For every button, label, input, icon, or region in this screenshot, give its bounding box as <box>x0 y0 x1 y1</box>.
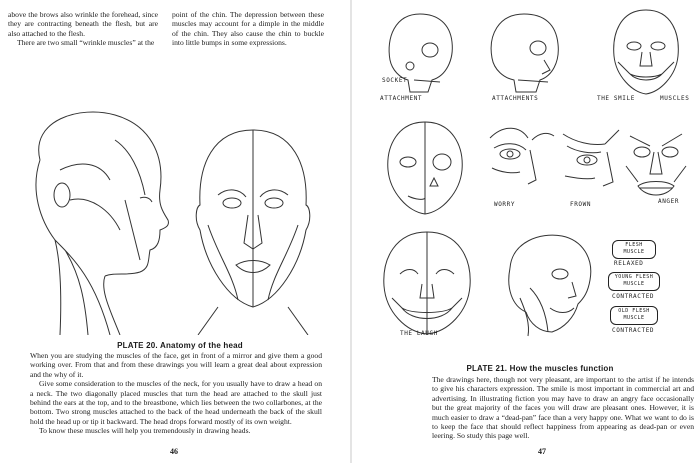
page-number: 46 <box>170 447 178 456</box>
worry-expression-drawing <box>484 120 556 200</box>
paragraph: point of the chin. The depression between these muscles may account for a dimple in the middle of the chin. They also cause the chin to buckle into little bumps in some expressions. <box>172 10 324 48</box>
label-contracted-2: CONTRACTED <box>612 327 655 334</box>
flesh-muscle-badge: FLESH MUSCLE <box>612 240 656 259</box>
skull-side-attachments-drawing <box>482 8 567 98</box>
label-relaxed: RELAXED <box>614 260 644 267</box>
laugh-face-drawing <box>372 228 482 338</box>
paragraph: When you are studying the muscles of the face, get in front of a mirror and give them a good working over. From that and from these drawings you will learn a great deal about expression and the why of it. <box>30 351 322 379</box>
label-attachment: ATTACHMENT <box>380 95 423 102</box>
frown-expression-drawing <box>557 120 629 200</box>
label-attachments: ATTACHMENTS <box>492 95 539 102</box>
label-contracted-1: CONTRACTED <box>612 293 655 300</box>
profile-head-muscle-drawing <box>0 100 175 335</box>
paragraph: To know these muscles will help you tremendously in drawing heads. <box>39 426 251 436</box>
label-socket: SOCKET <box>382 77 408 84</box>
left-top-column-2 <box>172 10 324 48</box>
left-body-text <box>30 351 322 436</box>
front-head-muscle-drawing <box>178 125 328 335</box>
old-flesh-muscle-badge: OLD FLESH MUSCLE <box>610 306 658 325</box>
half-skull-half-face-drawing <box>378 118 473 218</box>
paragraph: above the brows also wrinkle the forehead, since they are contracting beneath the flesh, but are also attached to the flesh. <box>8 10 158 38</box>
muscle-head-three-quarter-drawing <box>490 228 600 338</box>
label-the-laugh: THE LAUGH <box>400 330 438 337</box>
plate-21-title: PLATE 21. How the muscles function <box>466 364 614 373</box>
left-top-column-1 <box>8 10 158 48</box>
smile-muscles-face-drawing <box>604 6 689 96</box>
page-number: 47 <box>538 447 546 456</box>
plate-20-title: PLATE 20. Anatomy of the head <box>117 341 243 350</box>
young-flesh-muscle-badge: YOUNG FLESH MUSCLE <box>608 272 660 291</box>
right-page <box>352 0 700 463</box>
label-frown: FROWN <box>570 201 592 208</box>
label-worry: WORRY <box>494 201 516 208</box>
anger-expression-drawing <box>620 116 692 216</box>
paragraph: The drawings here, though not very pleasant, are important to the artist if he intends to give his characters expression. The smile is most important in commercial art and advertising. In illustrating fiction you may have to draw an angry face occasionally but the great majority of the faces you will draw are pleasant ones. However, it is much easier to draw a “dead-pan” face than a very happy one. What we want to do is to keep the face that should reflect happiness from appearing as dead-pan or even leering. So study this page well. <box>432 375 694 441</box>
paragraph: Give some consideration to the muscles of the neck, for you usually have to draw a head on a neck. The two diagonally placed muscles that turn the head are attached to the skull just behind the ears at the top, and to the breastbone, which lies between the two collarbones, at the bottom. Two strong muscles attached to the back of the head underneath the back of the skull hold the head up or tip it backward. The head drops forward mostly of its own weight. <box>30 379 322 426</box>
label-anger: ANGER <box>658 198 680 205</box>
paragraph: There are two small “wrinkle muscles” at the <box>17 38 155 48</box>
right-body-text <box>432 375 694 441</box>
label-muscles: MUSCLES <box>660 95 690 102</box>
label-the-smile: THE SMILE <box>597 95 635 102</box>
